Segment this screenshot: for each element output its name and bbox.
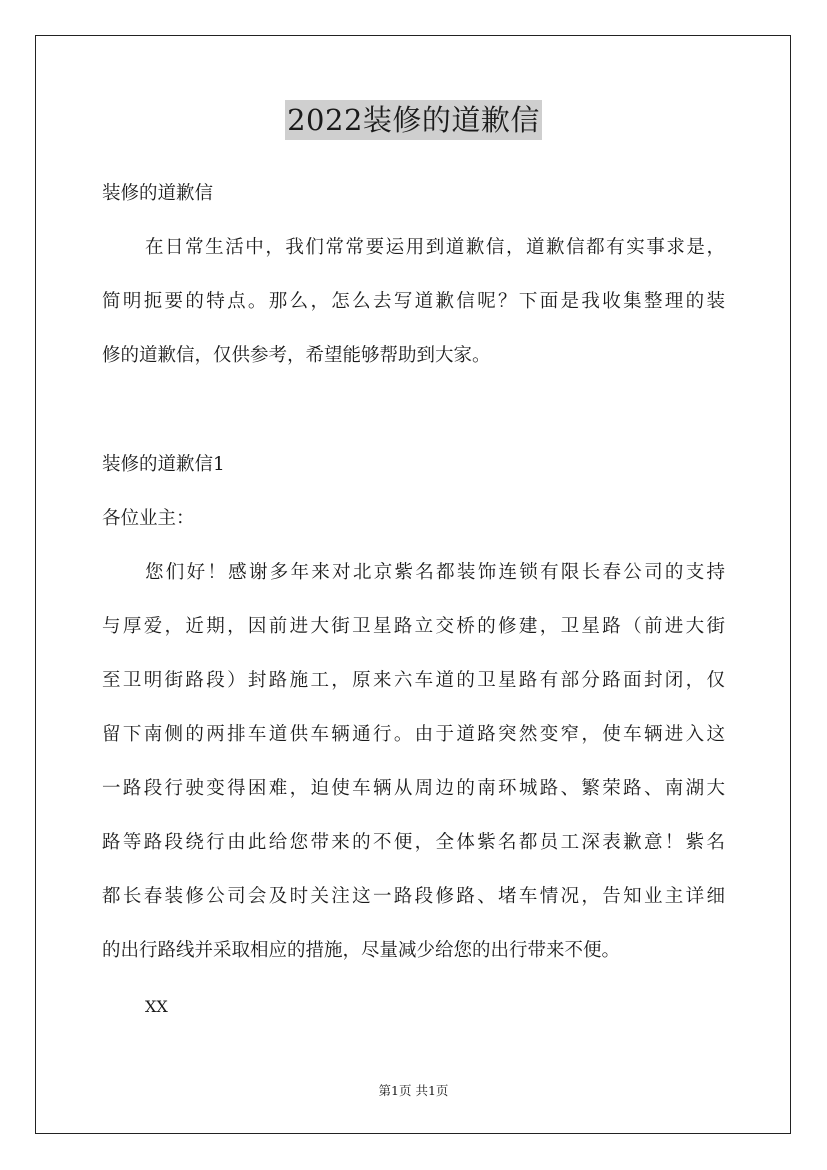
body-line: 至卫明街路段）封路施工，原来六车道的卫星路有部分路面封闭，仅 [102, 670, 725, 691]
intro-line: 简明扼要的特点。那么，怎么去写道歉信呢？下面是我收集整理的装 [102, 291, 725, 312]
document-title: 2022装修的道歉信 [285, 100, 542, 140]
section-heading: 装修的道歉信1 [102, 454, 225, 475]
body-line: 一路段行驶变得困难，迫使车辆从周边的南环城路、繁荣路、南湖大 [102, 778, 725, 799]
body-line: 都长春装修公司会及时关注这一路段修路、堵车情况，告知业主详细 [102, 886, 725, 907]
body-line: 与厚爱，近期，因前进大街卫星路立交桥的修建，卫星路（前进大街 [102, 616, 725, 637]
body-line: 的出行路线并采取相应的措施，尽量减少给您的出行带来不便。 [102, 940, 621, 961]
title-container [0, 100, 827, 140]
page-footer: 第1页 共1页 [378, 1083, 449, 1098]
signature: XX [145, 997, 168, 1016]
intro-line: 修的道歉信，仅供参考，希望能够帮助到大家。 [102, 345, 491, 366]
body-line: 路等路段绕行由此给您带来的不便，全体紫名都员工深表歉意！紫名 [102, 832, 725, 853]
intro-line: 在日常生活中，我们常常要运用到道歉信，道歉信都有实事求是， [145, 237, 725, 258]
body-line: 留下南侧的两排车道供车辆通行。由于道路突然变窄，使车辆进入这 [102, 724, 725, 745]
salutation: 各位业主： [102, 508, 195, 529]
document-subtitle: 装修的道歉信 [102, 183, 214, 204]
body-line: 您们好！感谢多年来对北京紫名都装饰连锁有限长春公司的支持 [145, 562, 725, 583]
